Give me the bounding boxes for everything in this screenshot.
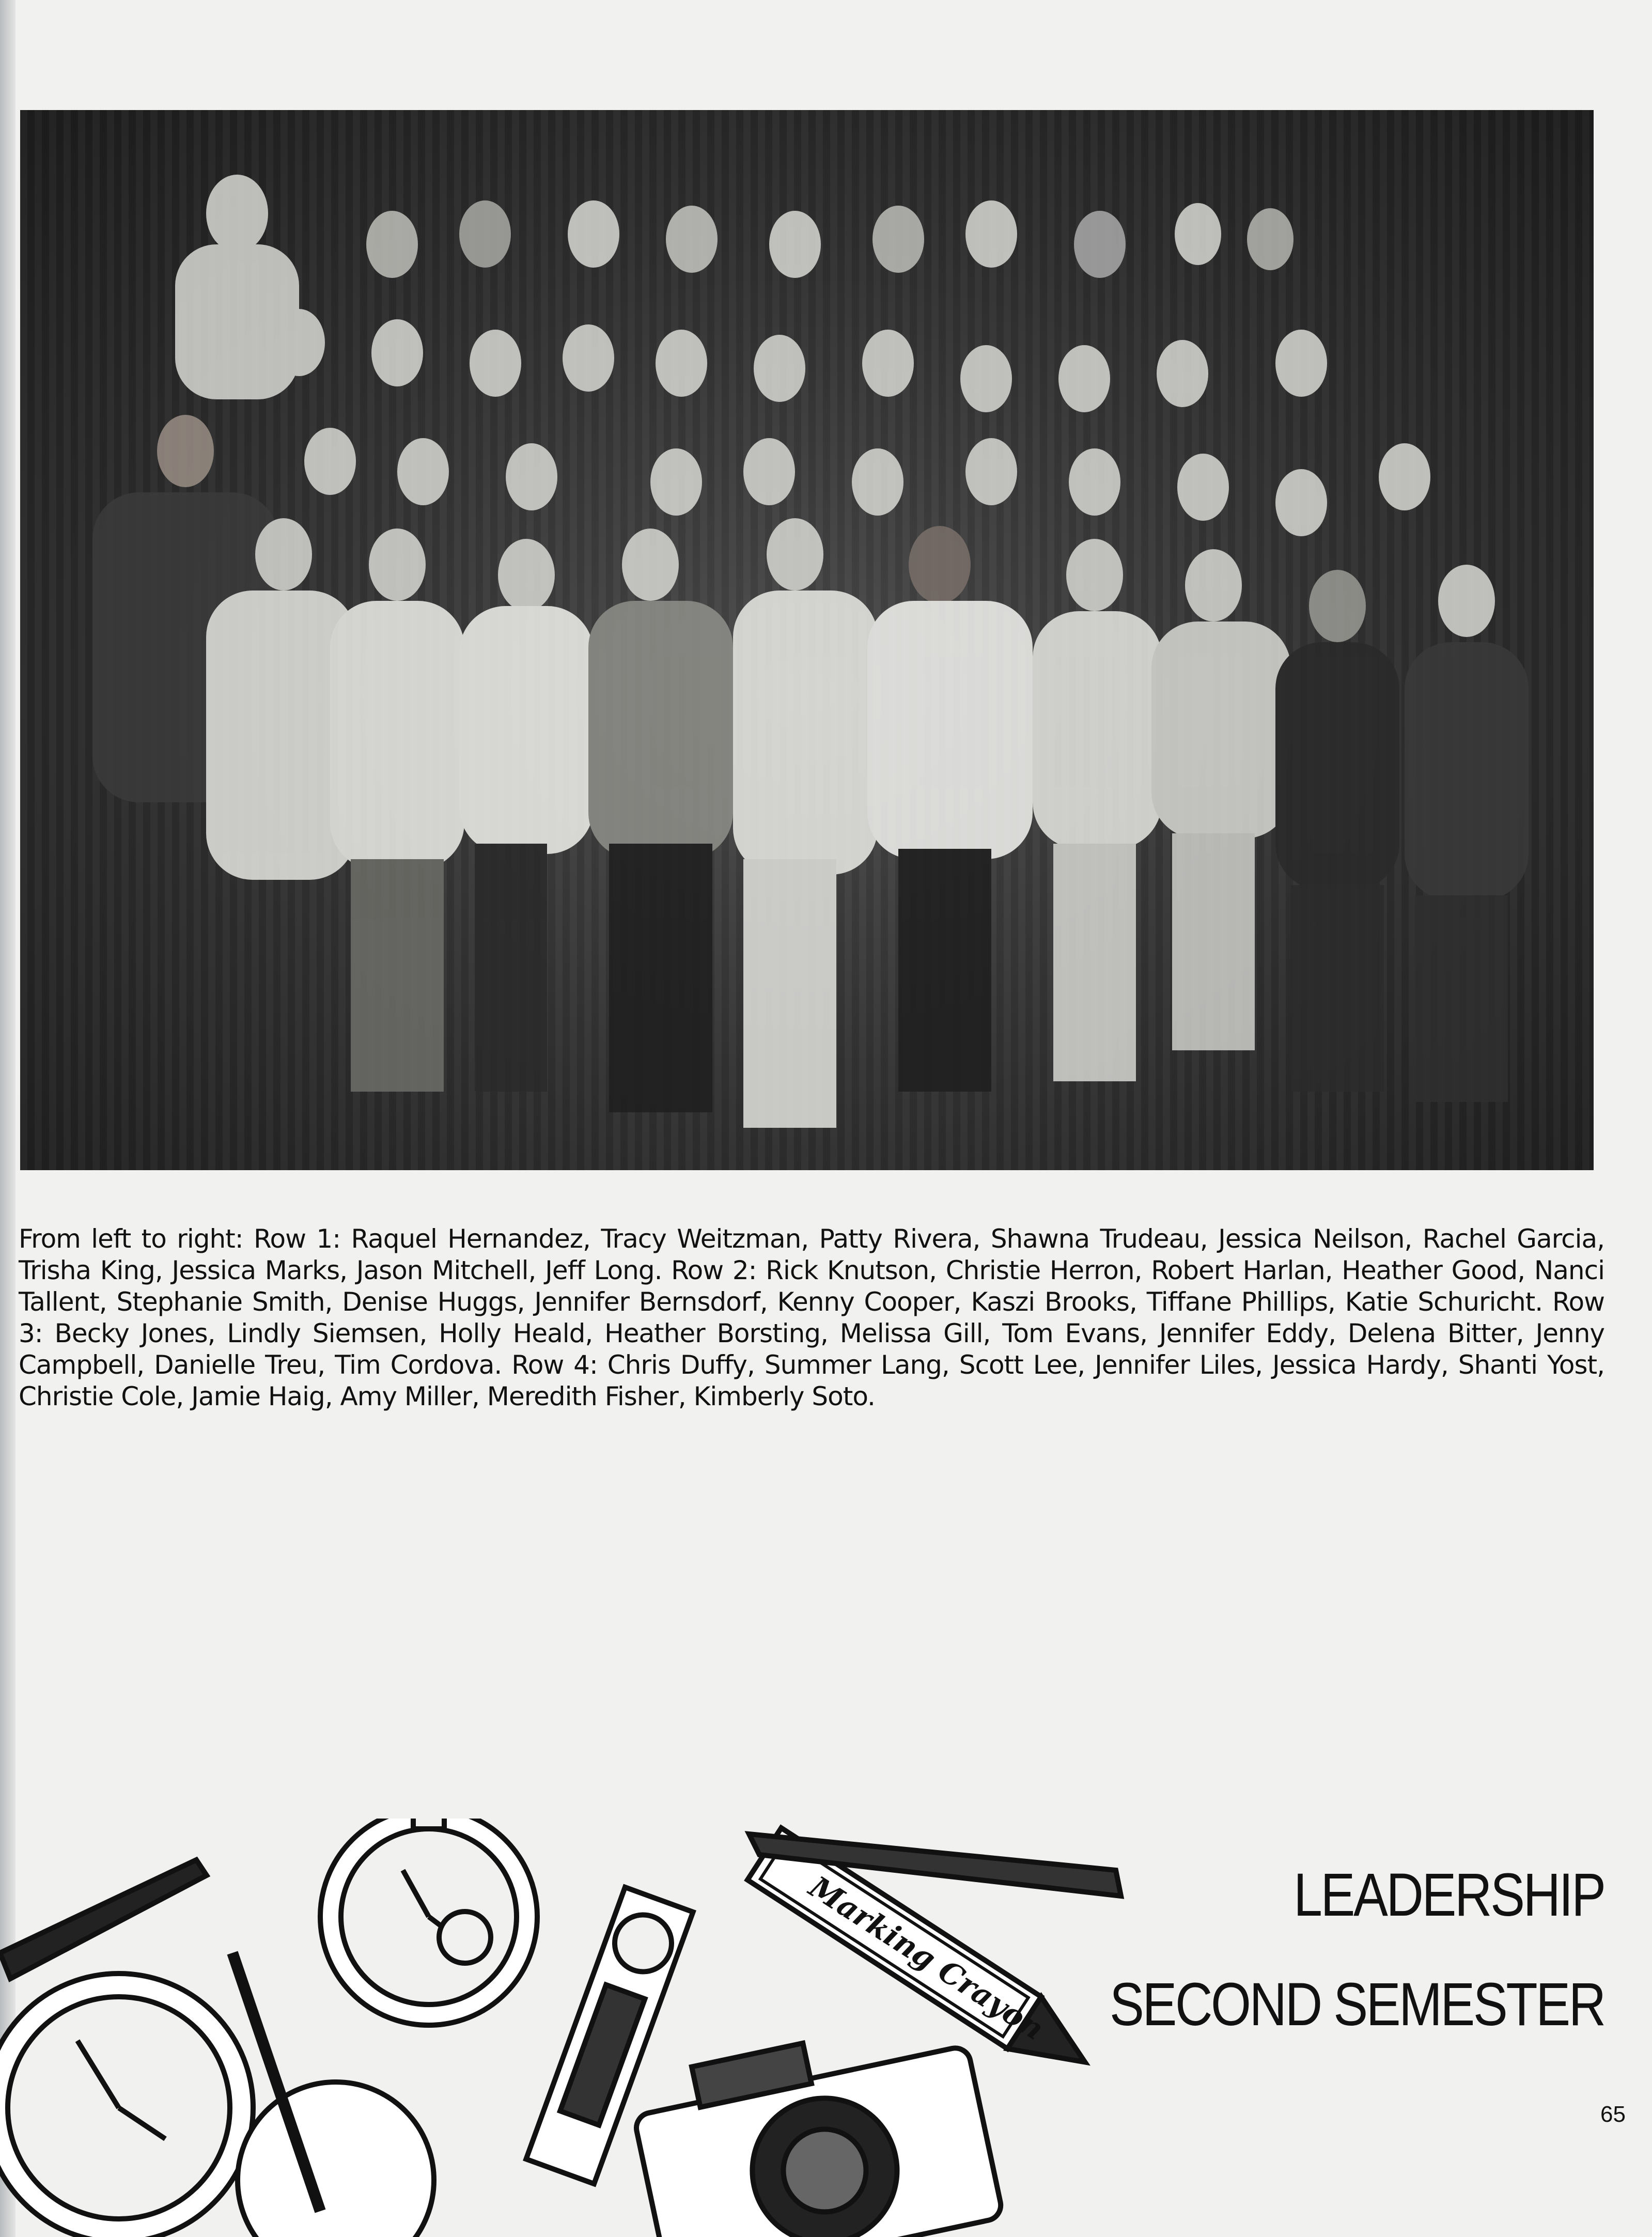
heading-line-1: LEADERSHIP xyxy=(1293,1861,1604,1929)
page-number: 65 xyxy=(1600,2102,1626,2127)
globe-icon xyxy=(238,2082,434,2237)
crayon-label: Marking Crayon xyxy=(803,1869,1050,2047)
photo-caption: From left to right: Row 1: Raquel Hernandez, Tracy Weitzman, Patty Rivera, Shawna Trudeau, Jessica Neilson, Rachel Garcia, Trisha King, Jessica Marks, Jason Mitchell, Jeff Long. Row 2: Rick Knutson, Christie Herron, Robert Harlan, Heather Good, Nanci Tallent, Stephanie Smith, Denise Huggs, Jennifer Bernsdorf, Kenny Cooper, Kaszi Brooks, Tiffane Phillips, Katie Schuricht. Row 3: Becky Jones, Lindly Siemsen, Holly Heald, Heather Borsting, Melissa Gill, Tom Evans, Jennifer Eddy, Delena Bitter, Jenny Campbell, Danielle Treu, Tim Cordova. Row 4: Chris Duffy, Summer Lang, Scott Lee, Jennifer Liles, Jessica Hardy, Shanti Yost, Christie Cole, Jamie Haig, Amy Miller, Meredith Fisher, Kimberly Soto. xyxy=(19,1224,1604,1411)
camera-icon xyxy=(626,2010,1004,2237)
clipart-illustration xyxy=(0,1819,1167,2237)
fountain-pen-icon xyxy=(0,1860,207,1979)
heading-line-2: SECOND SEMESTER xyxy=(1110,1970,1604,2039)
group-photo-figures xyxy=(20,110,1594,1170)
group-photo xyxy=(20,110,1594,1170)
